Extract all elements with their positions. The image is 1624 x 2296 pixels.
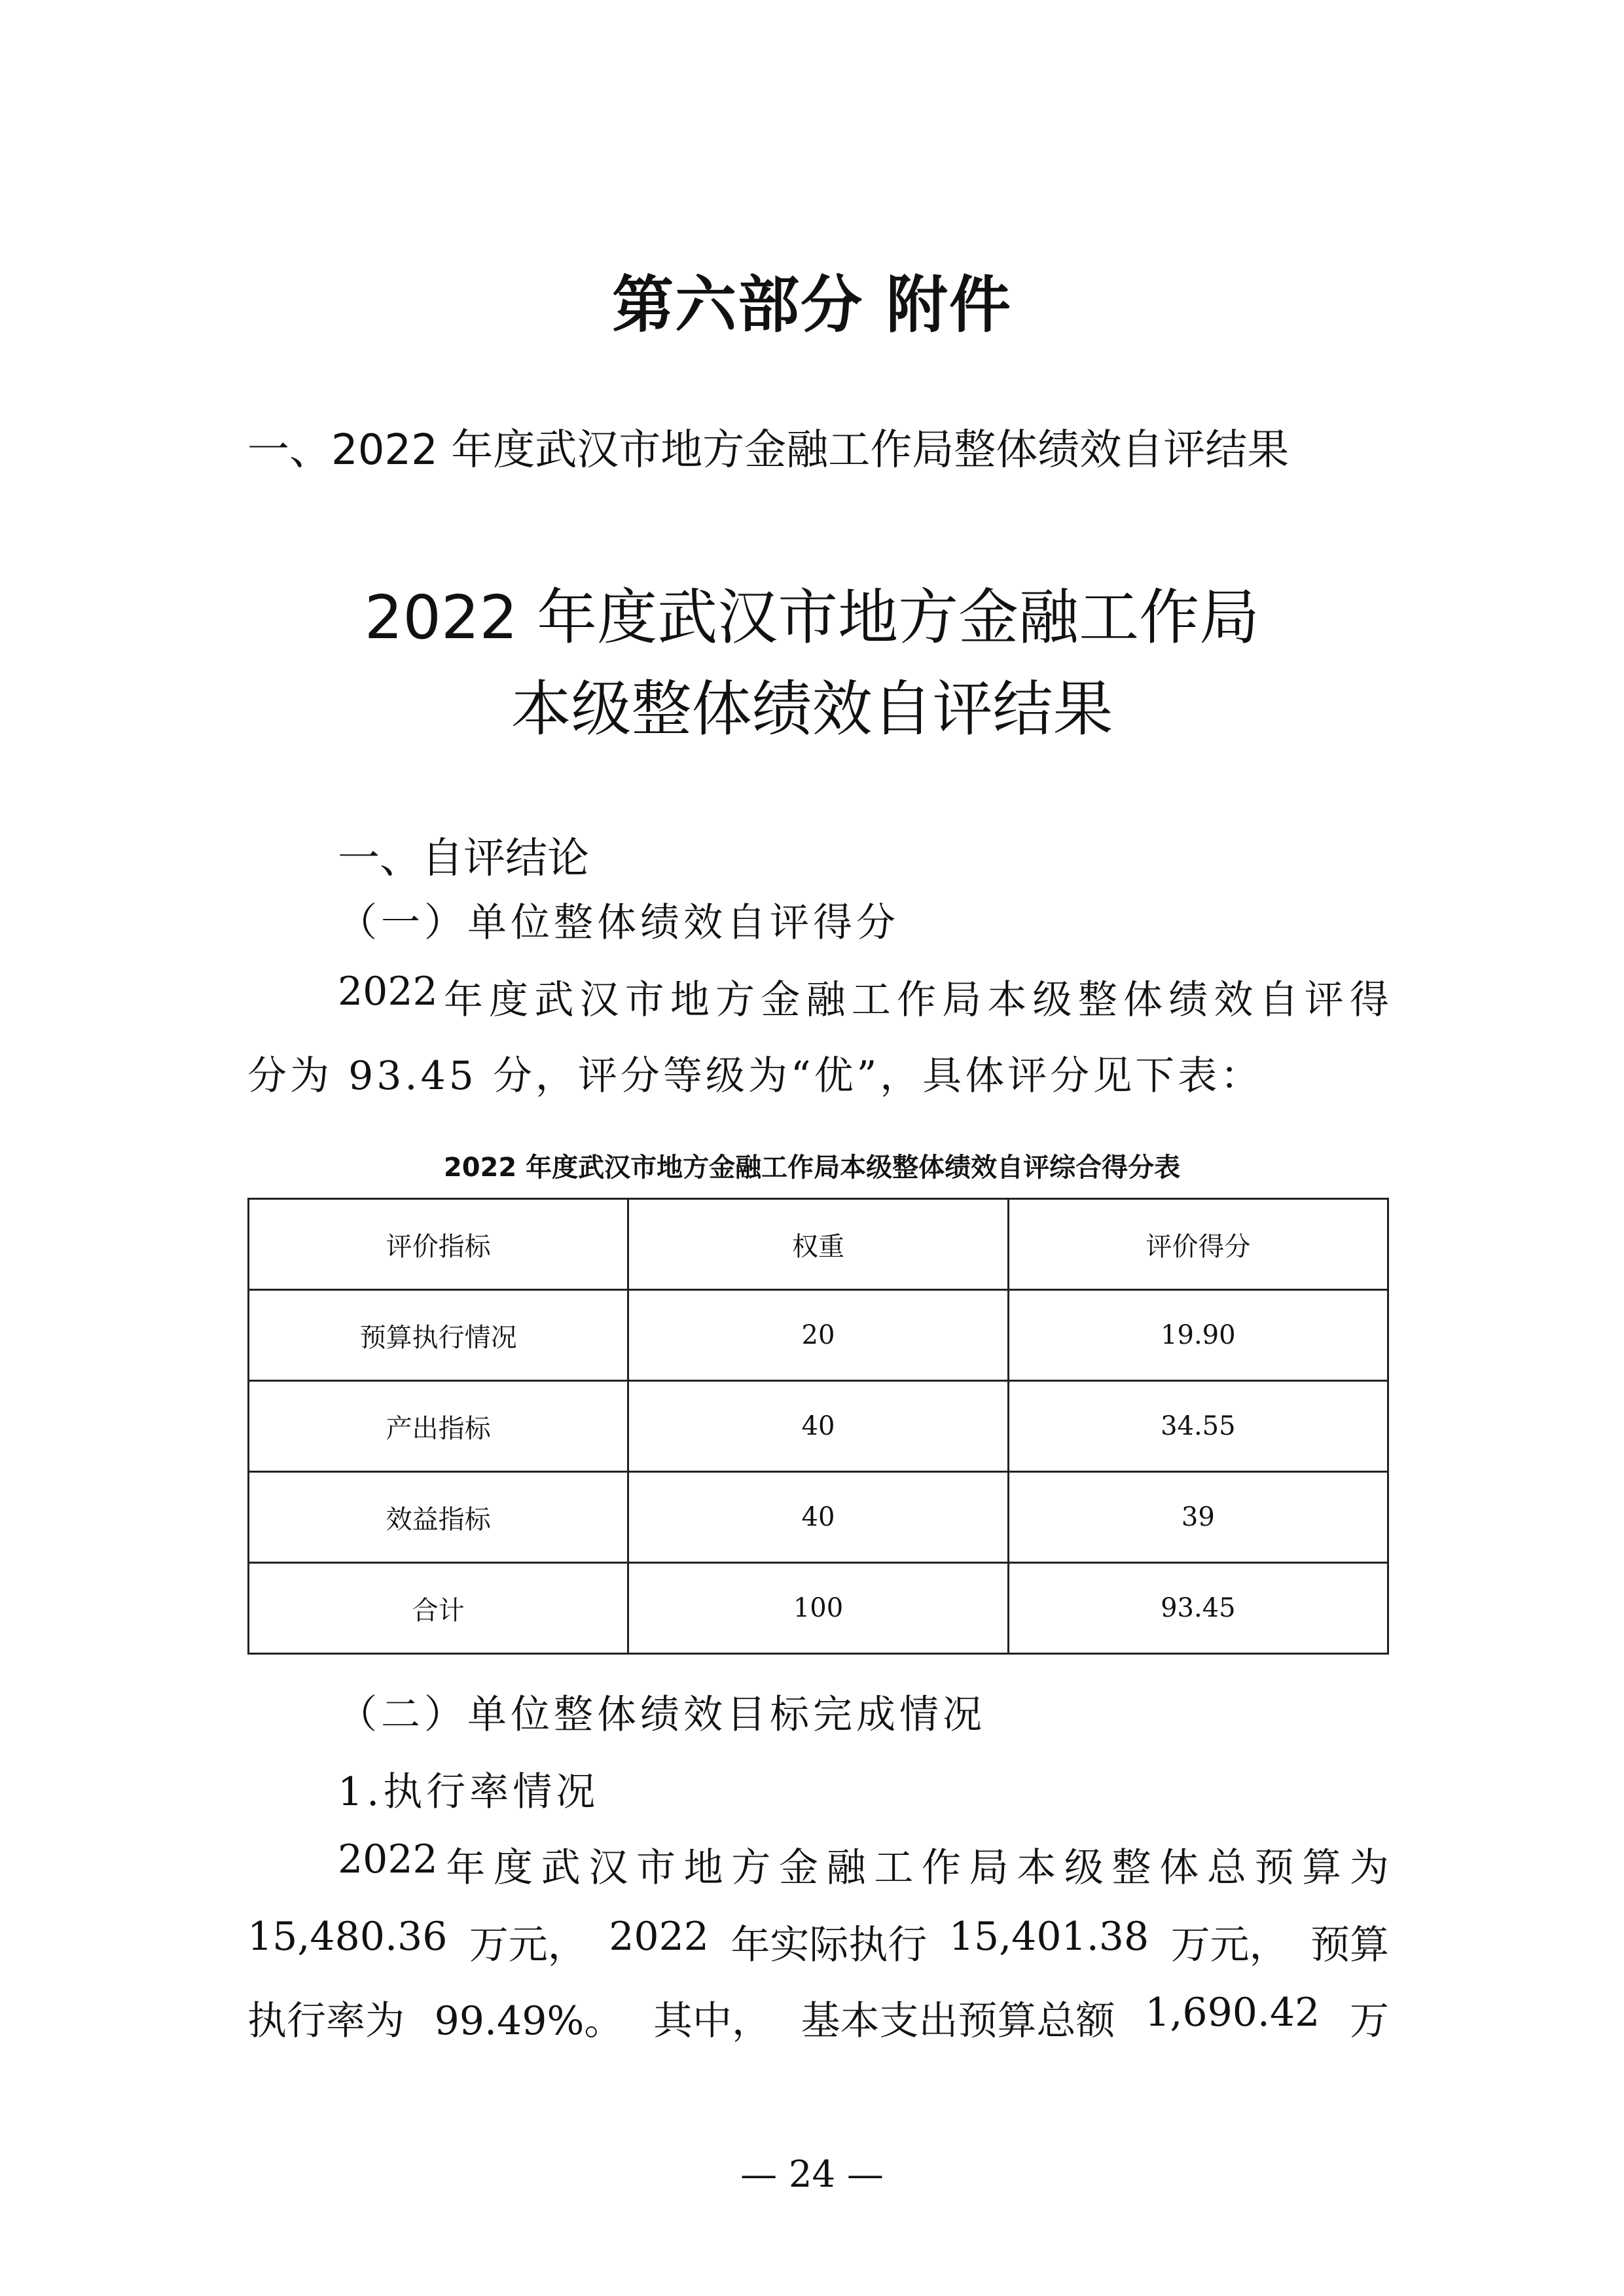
text-segment: 总 (1206, 1845, 1246, 1891)
text-segment: 工 (851, 977, 891, 1023)
text-segment: 金 (761, 977, 801, 1023)
text-segment: 基本支出预算总额 (801, 1998, 1115, 2044)
execution-rate-heading: 1.执行率情况 (338, 1769, 600, 1815)
text-segment: 为 (1349, 1845, 1389, 1891)
text-segment: 2022 (338, 969, 438, 1014)
text-segment: 武 (541, 1845, 581, 1891)
text-segment: 度 (489, 977, 529, 1023)
text-segment: 年实际执行 (731, 1922, 928, 1968)
page-number: — 24 — (740, 2153, 884, 2196)
text-segment: 万 (1349, 1998, 1389, 2044)
document-title-line-2: 本级整体绩效自评结果 (511, 674, 1113, 744)
text-segment: 本 (1017, 1845, 1056, 1891)
self-evaluation-heading: 一、自评结论 (338, 834, 589, 883)
text-segment: 级 (1064, 1845, 1104, 1891)
text-segment: 融 (826, 1845, 866, 1891)
header-cell-indicator: 评价指标 (249, 1199, 628, 1290)
section-heading: 一、2022 年度武汉市地方金融工作局整体绩效自评结果 (247, 426, 1290, 475)
table-row (249, 1381, 1388, 1472)
score-paragraph-line-1 (338, 969, 1389, 1025)
text-segment: 预算 (1310, 1922, 1389, 1968)
header-cell-weight: 权重 (628, 1199, 1008, 1290)
cell-score: 34.55 (1008, 1381, 1388, 1472)
text-segment: 局 (942, 977, 982, 1023)
table-header-row (249, 1199, 1388, 1290)
text-segment: 体 (1123, 977, 1163, 1023)
text-segment: 方 (731, 1845, 771, 1891)
text-segment: 市 (636, 1845, 676, 1891)
text-segment: 地 (670, 977, 710, 1023)
cell-score: 93.45 (1008, 1563, 1388, 1654)
text-segment: 汉 (588, 1845, 628, 1891)
text-segment: 融 (806, 977, 846, 1023)
text-segment: 地 (683, 1845, 723, 1891)
budget-paragraph-line-3 (247, 1990, 1389, 2046)
text-segment: 本 (987, 977, 1027, 1023)
header-cell-score: 评价得分 (1008, 1199, 1388, 1290)
text-segment: 15,480.36 (247, 1914, 448, 1960)
text-segment: 作 (921, 1845, 961, 1891)
text-segment: 算 (1302, 1845, 1342, 1891)
text-segment: 评 (1304, 977, 1344, 1023)
table-total-row (249, 1563, 1388, 1654)
text-segment: 99.49%。 (434, 1998, 624, 2044)
text-segment: 1,690.42 (1145, 1990, 1320, 2036)
text-segment: 2022 (338, 1837, 438, 1882)
text-segment: 得 (1349, 977, 1389, 1023)
cell-indicator: 预算执行情况 (249, 1290, 628, 1381)
cell-score: 19.90 (1008, 1290, 1388, 1381)
text-segment: 整 (1111, 1845, 1151, 1891)
text-segment: 级 (1032, 977, 1072, 1023)
budget-paragraph-line-2 (247, 1914, 1389, 1970)
cell-indicator: 效益指标 (249, 1472, 628, 1563)
text-segment: 年 (443, 977, 483, 1023)
score-table-caption: 2022 年度武汉市地方金融工作局本级整体绩效自评综合得分表 (443, 1153, 1181, 1183)
text-segment: 预 (1254, 1845, 1294, 1891)
text-segment: 体 (1159, 1845, 1199, 1891)
text-segment: 局 (969, 1845, 1009, 1891)
text-segment: 工 (874, 1845, 914, 1891)
text-segment: 方 (715, 977, 755, 1023)
score-paragraph-line-2: 分为 93.45 分，评分等级为“优”，具体评分见下表： (247, 1053, 1263, 1099)
text-segment: 其中， (653, 1998, 771, 2044)
text-segment: 汉 (579, 977, 619, 1023)
score-table (247, 1198, 1389, 1655)
text-segment: 效 (1214, 977, 1254, 1023)
score-subheading: （一）单位整体绩效自评得分 (338, 900, 899, 946)
cell-weight: 40 (628, 1472, 1008, 1563)
cell-indicator: 合计 (249, 1563, 628, 1654)
text-segment: 武 (534, 977, 574, 1023)
cell-score: 39 (1008, 1472, 1388, 1563)
cell-indicator: 产出指标 (249, 1381, 628, 1472)
table-row (249, 1290, 1388, 1381)
text-segment: 度 (494, 1845, 533, 1891)
part-title: 第六部分 附件 (612, 269, 1012, 341)
text-segment: 万元， (1170, 1922, 1289, 1968)
document-title-line-1: 2022 年度武汉市地方金融工作局 (364, 583, 1260, 653)
text-segment: 作 (896, 977, 936, 1023)
cell-weight: 20 (628, 1290, 1008, 1381)
text-segment: 2022 (609, 1914, 709, 1960)
text-segment: 整 (1077, 977, 1117, 1023)
table-row (249, 1472, 1388, 1563)
text-segment: 年 (446, 1845, 486, 1891)
text-segment: 万元， (469, 1922, 587, 1968)
budget-paragraph-line-1 (338, 1837, 1389, 1893)
text-segment: 15,401.38 (948, 1914, 1149, 1960)
text-segment: 执行率为 (247, 1998, 405, 2044)
cell-weight: 100 (628, 1563, 1008, 1654)
text-segment: 自 (1259, 977, 1299, 1023)
text-segment: 市 (624, 977, 664, 1023)
text-segment: 金 (778, 1845, 818, 1891)
text-segment: 绩 (1168, 977, 1208, 1023)
cell-weight: 40 (628, 1381, 1008, 1472)
targets-subheading: （二）单位整体绩效目标完成情况 (338, 1692, 986, 1738)
